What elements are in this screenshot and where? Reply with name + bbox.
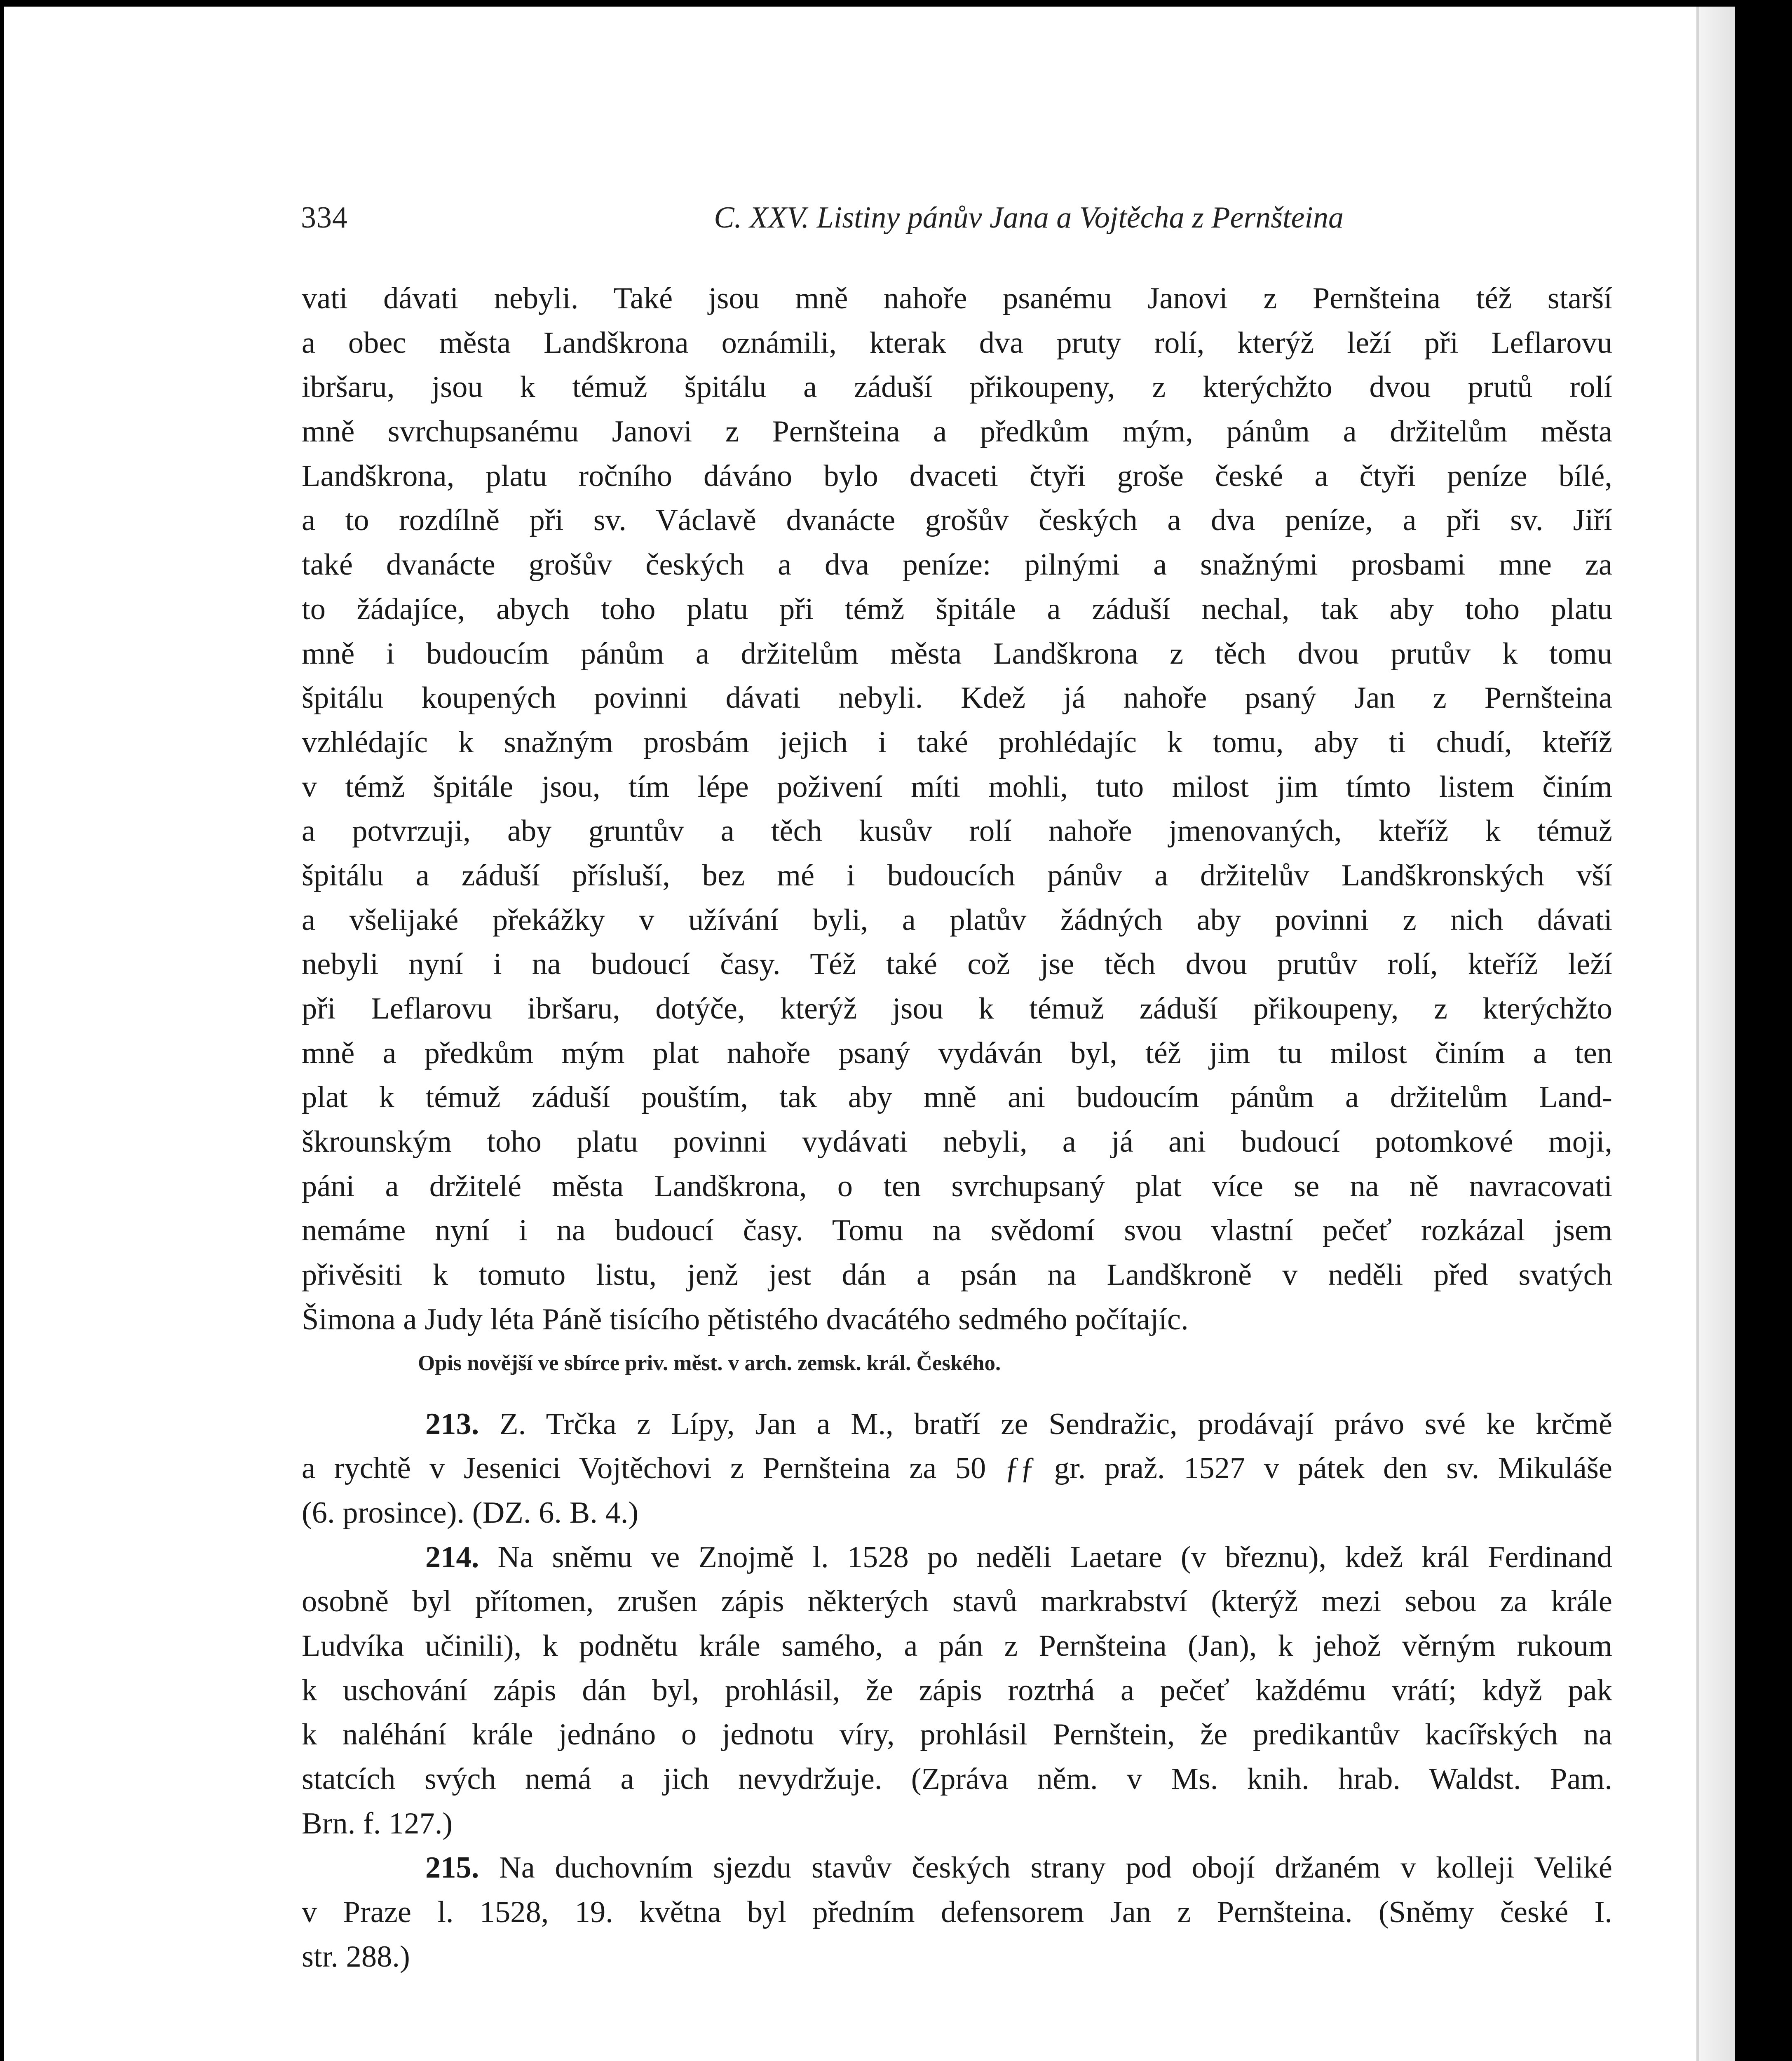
- entry-215: [302, 1846, 1612, 1979]
- document-page: [4, 7, 1735, 2061]
- text-line: mně i budoucím pánům a držitelům města Landškrona z těch dvou prutův k tomu: [302, 636, 1612, 671]
- text-line: a rychtě v Jesenici Vojtěchovi z Pernšteina za 50 ƒƒ gr. praž. 1527 v pátek den sv. Mikuláše: [302, 1451, 1612, 1486]
- text-line: vzhlédajíc k snažným prosbám jejich i také prohlédajíc k tomu, aby ti chudí, kteříž: [302, 725, 1612, 759]
- text-line: špitálu a záduší přísluší, bez mé i budoucích pánův a držitelův Landškronských vší: [302, 858, 1612, 892]
- text-line: mně svrchupsanému Janovi z Pernšteina a předkům mým, pánům a držitelům města: [302, 415, 1612, 449]
- page-number: 334: [301, 201, 348, 235]
- text-line: (6. prosince). (DZ. 6. B. 4.): [302, 1495, 639, 1530]
- text-line: nemáme nyní i na budoucí časy. Tomu na svědomí svou vlastní pečeť rozkázal jsem: [302, 1214, 1612, 1248]
- text-line: v Praze l. 1528, 19. května byl předním defensorem Jan z Pernšteina. (Sněmy české I.: [302, 1895, 1612, 1930]
- text-line: Šimona a Judy léta Páně tisícího pětistého dvacátého sedmého počítajíc.: [302, 1302, 1189, 1336]
- text-line: také dvanácte grošův českých a dva peníze: pilnými a snažnými prosbami mne za: [302, 548, 1612, 582]
- text-line: přivěsiti k tomuto listu, jenž jest dán a psán na Landškroně v neděli před svatých: [302, 1258, 1612, 1292]
- text-line: a potvrzuji, aby gruntův a těch kusův rolí nahoře jmenovaných, kteříž k témuž: [302, 814, 1612, 848]
- text-line: a všelijaké překážky v užívání byli, a platův žádných aby povinni z nich dávati: [302, 903, 1612, 937]
- entry-number: 215.: [425, 1851, 479, 1885]
- entry-number: 213.: [425, 1407, 479, 1441]
- text-line: plat k témuž záduší pouštím, tak aby mně ani budoucím pánům a držitelům Land-: [302, 1080, 1612, 1115]
- text-line: Ludvíka učinili), k podnětu krále samého, a pán z Pernšteina (Jan), k jehož věrným rukoum: [302, 1629, 1612, 1663]
- page-header: [301, 200, 1344, 246]
- text-line: páni a držitelé města Landškrona, o ten svrchupsaný plat více se na ně navracovati: [302, 1169, 1612, 1203]
- text-line: škrounským toho platu povinni vydávati nebyli, a já ani budoucí potomkové moji,: [302, 1125, 1612, 1159]
- text-line: v témž špitále jsou, tím lépe poživení míti mohli, tuto milost jim tímto listem činím: [302, 770, 1612, 804]
- entry-214: [302, 1535, 1612, 1846]
- text-line: ibršaru, jsou k témuž špitálu a záduší přikoupeny, z kterýchžto dvou prutů rolí: [302, 370, 1612, 404]
- main-paragraph: [302, 277, 1612, 1342]
- text-line: vati dávati nebyli. Také jsou mně nahoře psanému Janovi z Pernšteina též starší: [302, 282, 1612, 315]
- entry-213: [302, 1402, 1612, 1535]
- text-line: k uschování zápis dán byl, prohlásil, že zápis roztrhá a pečeť každému vrátí; když pak: [302, 1673, 1612, 1707]
- text-line: nebyli nyní i na budoucí časy. Též také což jse těch dvou prutův rolí, kteříž leží: [302, 947, 1612, 981]
- text-line: to žádajíce, abych toho platu při témž špitále a záduší nechal, tak aby toho platu: [302, 592, 1612, 626]
- page-gutter: [1696, 7, 1735, 2061]
- text-line: str. 288.): [302, 1939, 410, 1974]
- text-line: statcích svých nemá a jich nevydržuje. (Zpráva něm. v Ms. knih. hrab. Waldst. Pam.: [302, 1762, 1612, 1796]
- body-text: [302, 277, 1612, 1979]
- text-line: osobně byl přítomen, zrušen zápis některých stavů markrabství (kterýž mezi sebou za krále: [302, 1584, 1612, 1619]
- running-title: C. XXV. Listiny pánův Jana a Vojtěcha z Pernšteina: [714, 201, 1344, 235]
- text-line: mně a předkům mým plat nahoře psaný vydáván byl, též jim tu milost činím a ten: [302, 1036, 1612, 1070]
- entry-text: Z. Trčka z Lípy, Jan a M., bratří ze Sendražic, prodávají právo své ke krčmě: [479, 1407, 1612, 1441]
- entry-text: Na duchovním sjezdu stavův českých strany pod obojí držaném v kolleji Veliké: [479, 1851, 1612, 1885]
- text-line: špitálu koupených povinni dávati nebyli. Kdež já nahoře psaný Jan z Pernšteina: [302, 681, 1612, 715]
- text-line: Brn. f. 127.): [302, 1806, 453, 1840]
- text-line: při Leflarovu ibršaru, dotýče, kterýž jsou k témuž záduší přikoupeny, z kterýchžto: [302, 992, 1612, 1026]
- entry-first-line: [302, 1402, 1612, 1447]
- text-line: Landškrona, platu ročního dáváno bylo dvaceti čtyři groše české a čtyři peníze bílé,: [302, 459, 1612, 493]
- text-line: a obec města Landškrona oznámili, kterak dva pruty rolí, kterýž leží při Leflarovu: [302, 326, 1612, 360]
- entry-text: Na sněmu ve Znojmě l. 1528 po neděli Laetare (v březnu), kdež král Ferdinand: [479, 1540, 1612, 1574]
- entry-first-line: [302, 1535, 1612, 1580]
- text-line: a to rozdílně při sv. Václavě dvanácte grošův českých a dva peníze, a při sv. Jiří: [302, 503, 1612, 538]
- entry-first-line: [302, 1846, 1612, 1890]
- entry-number: 214.: [425, 1540, 479, 1574]
- source-note: Opis novější ve sbírce priv. měst. v arch. zemsk. král. Českého.: [418, 1351, 1001, 1375]
- text-line: k naléhání krále jednáno o jednotu víry, prohlásil Pernštein, že predikantův kacířských na: [302, 1718, 1612, 1752]
